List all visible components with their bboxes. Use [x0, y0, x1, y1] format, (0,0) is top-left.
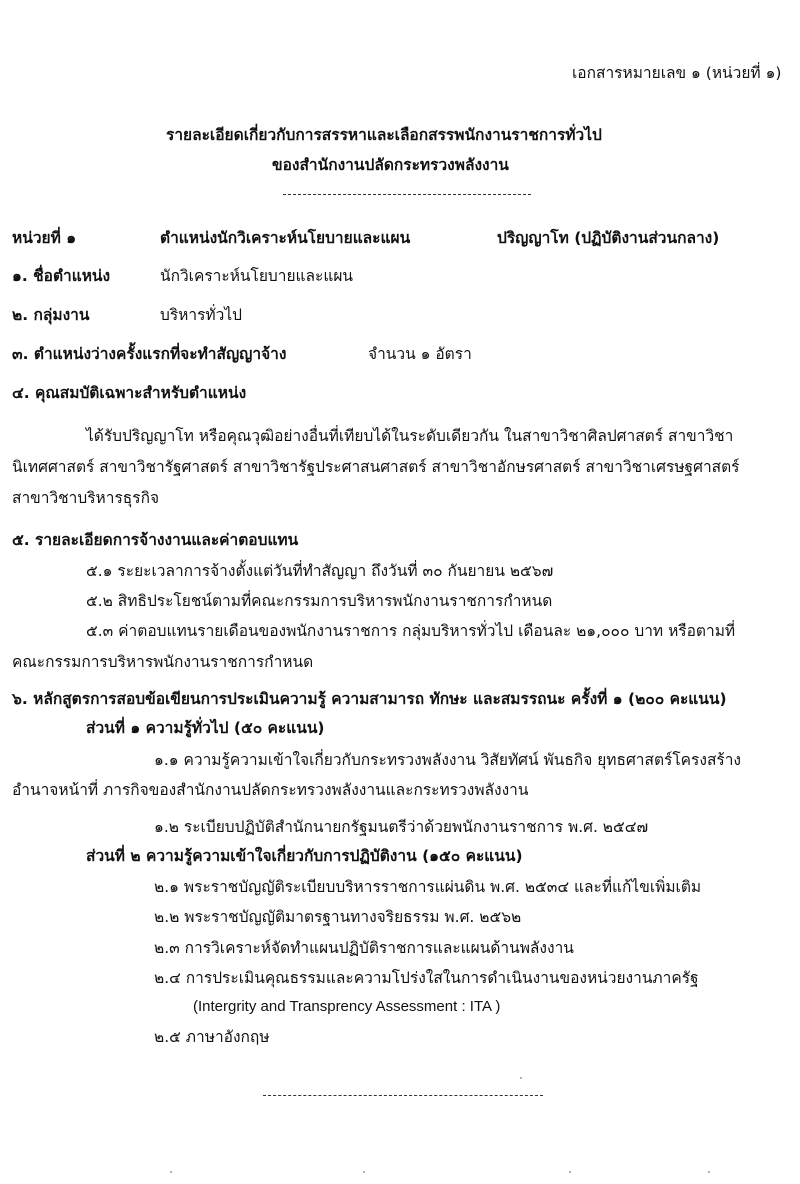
item5-1: ๕.๑ ระยะเวลาการจ้างตั้งแต่วันที่ทำสัญญา ถึงวันที่ ๓๐ กันยายน ๒๕๖๗ [86, 562, 554, 580]
scan-speck [520, 1077, 522, 1079]
part1-1b: อำนาจหน้าที่ ภารกิจของสำนักงานปลัดกระทรวงพลังงานและกระทรวงพลังงาน [12, 781, 529, 799]
item1-label: ๑. ชื่อตำแหน่ง [12, 267, 111, 285]
item1-value: นักวิเคราะห์นโยบายและแผน [160, 267, 354, 285]
part2-4-english: (Intergrity and Transprency Assessment : ITA ) [193, 998, 501, 1015]
doc-reference: เอกสารหมายเลข ๑ (หน่วยที่ ๑) [572, 64, 782, 82]
item5-3a: ๕.๓ ค่าตอบแทนรายเดือนของพนักงานราชการ กลุ่มบริหารทั่วไป เดือนละ ๒๑,๐๐๐ บาท หรือตามที่ [86, 622, 736, 640]
part2-5: ๒.๕ ภาษาอังกฤษ [154, 1028, 270, 1046]
doc-title-line1: รายละเอียดเกี่ยวกับการสรรหาและเลือกสรรพนักงานราชการทั่วไป [166, 126, 602, 144]
scan-speck [363, 1171, 365, 1173]
item5-heading: ๕. รายละเอียดการจ้างงานและค่าตอบแทน [12, 531, 299, 549]
item2-label: ๒. กลุ่มงาน [12, 306, 90, 324]
part1-heading: ส่วนที่ ๑ ความรู้ทั่วไป (๕๐ คะแนน) [86, 719, 325, 737]
part2-1: ๒.๑ พระราชบัญญัติระเบียบบริหารราชการแผ่นดิน พ.ศ. ๒๕๓๔ และที่แก้ไขเพิ่มเติม [154, 878, 702, 896]
part2-heading: ส่วนที่ ๒ ความรู้ความเข้าใจเกี่ยวกับการปฏิบัติงาน (๑๕๐ คะแนน) [86, 847, 523, 865]
part2-3: ๒.๓ การวิเคราะห์จัดทำแผนปฏิบัติราชการและแผนด้านพลังงาน [154, 939, 574, 957]
title-divider [283, 194, 531, 195]
item4-heading: ๔. คุณสมบัติเฉพาะสำหรับตำแหน่ง [12, 384, 247, 402]
item4-line1: ได้รับปริญญาโท หรือคุณวุฒิอย่างอื่นที่เทียบได้ในระดับเดียวกัน ในสาขาวิชาศิลปศาสตร์ สาขาวิชา [86, 427, 734, 445]
part2-2: ๒.๒ พระราชบัญญัติมาตรฐานทางจริยธรรม พ.ศ. ๒๕๖๒ [154, 908, 522, 926]
part1-1a: ๑.๑ ความรู้ความเข้าใจเกี่ยวกับกระทรวงพลังงาน วิสัยทัศน์ พันธกิจ ยุทธศาสตร์โครงสร้าง [154, 751, 742, 769]
item5-3b: คณะกรรมการบริหารพนักงานราชการกำหนด [12, 653, 314, 671]
item6-heading: ๖. หลักสูตรการสอบข้อเขียนการประเมินความรู้ ความสามารถ ทักษะ และสมรรถนะ ครั้งที่ ๑ (๒๐๐ คะแนน) [12, 690, 727, 708]
item2-value: บริหารทั่วไป [160, 306, 242, 324]
item4-line3: สาขาวิชาบริหารธุรกิจ [12, 489, 160, 507]
scan-speck [170, 1171, 172, 1173]
part1-2: ๑.๒ ระเบียบปฏิบัติสำนักนายกรัฐมนตรีว่าด้วยพนักงานราชการ พ.ศ. ๒๕๔๗ [154, 818, 649, 836]
scan-speck [708, 1171, 710, 1173]
scan-speck [569, 1171, 571, 1173]
item3-value: จำนวน ๑ อัตรา [368, 345, 472, 363]
footer-divider [263, 1095, 543, 1096]
unit-label: หน่วยที่ ๑ [12, 229, 77, 247]
item3-label: ๓. ตำแหน่งว่างครั้งแรกที่จะทำสัญญาจ้าง [12, 345, 287, 363]
part2-4: ๒.๔ การประเมินคุณธรรมและความโปร่งใสในการดำเนินงานของหน่วยงานภาครัฐ [154, 969, 699, 987]
doc-title-line2: ของสำนักงานปลัดกระทรวงพลังงาน [272, 156, 509, 174]
unit-position: ตำแหน่งนักวิเคราะห์นโยบายและแผน [160, 229, 411, 247]
unit-degree: ปริญญาโท (ปฏิบัติงานส่วนกลาง) [497, 229, 720, 247]
item5-2: ๕.๒ สิทธิประโยชน์ตามที่คณะกรรมการบริหารพนักงานราชการกำหนด [86, 592, 553, 610]
item4-line2: นิเทศศาสตร์ สาขาวิชารัฐศาสตร์ สาขาวิชารัฐประศาสนศาสตร์ สาขาวิชาอักษรศาสตร์ สาขาวิชาเศรษฐศาสตร์ [12, 458, 740, 476]
